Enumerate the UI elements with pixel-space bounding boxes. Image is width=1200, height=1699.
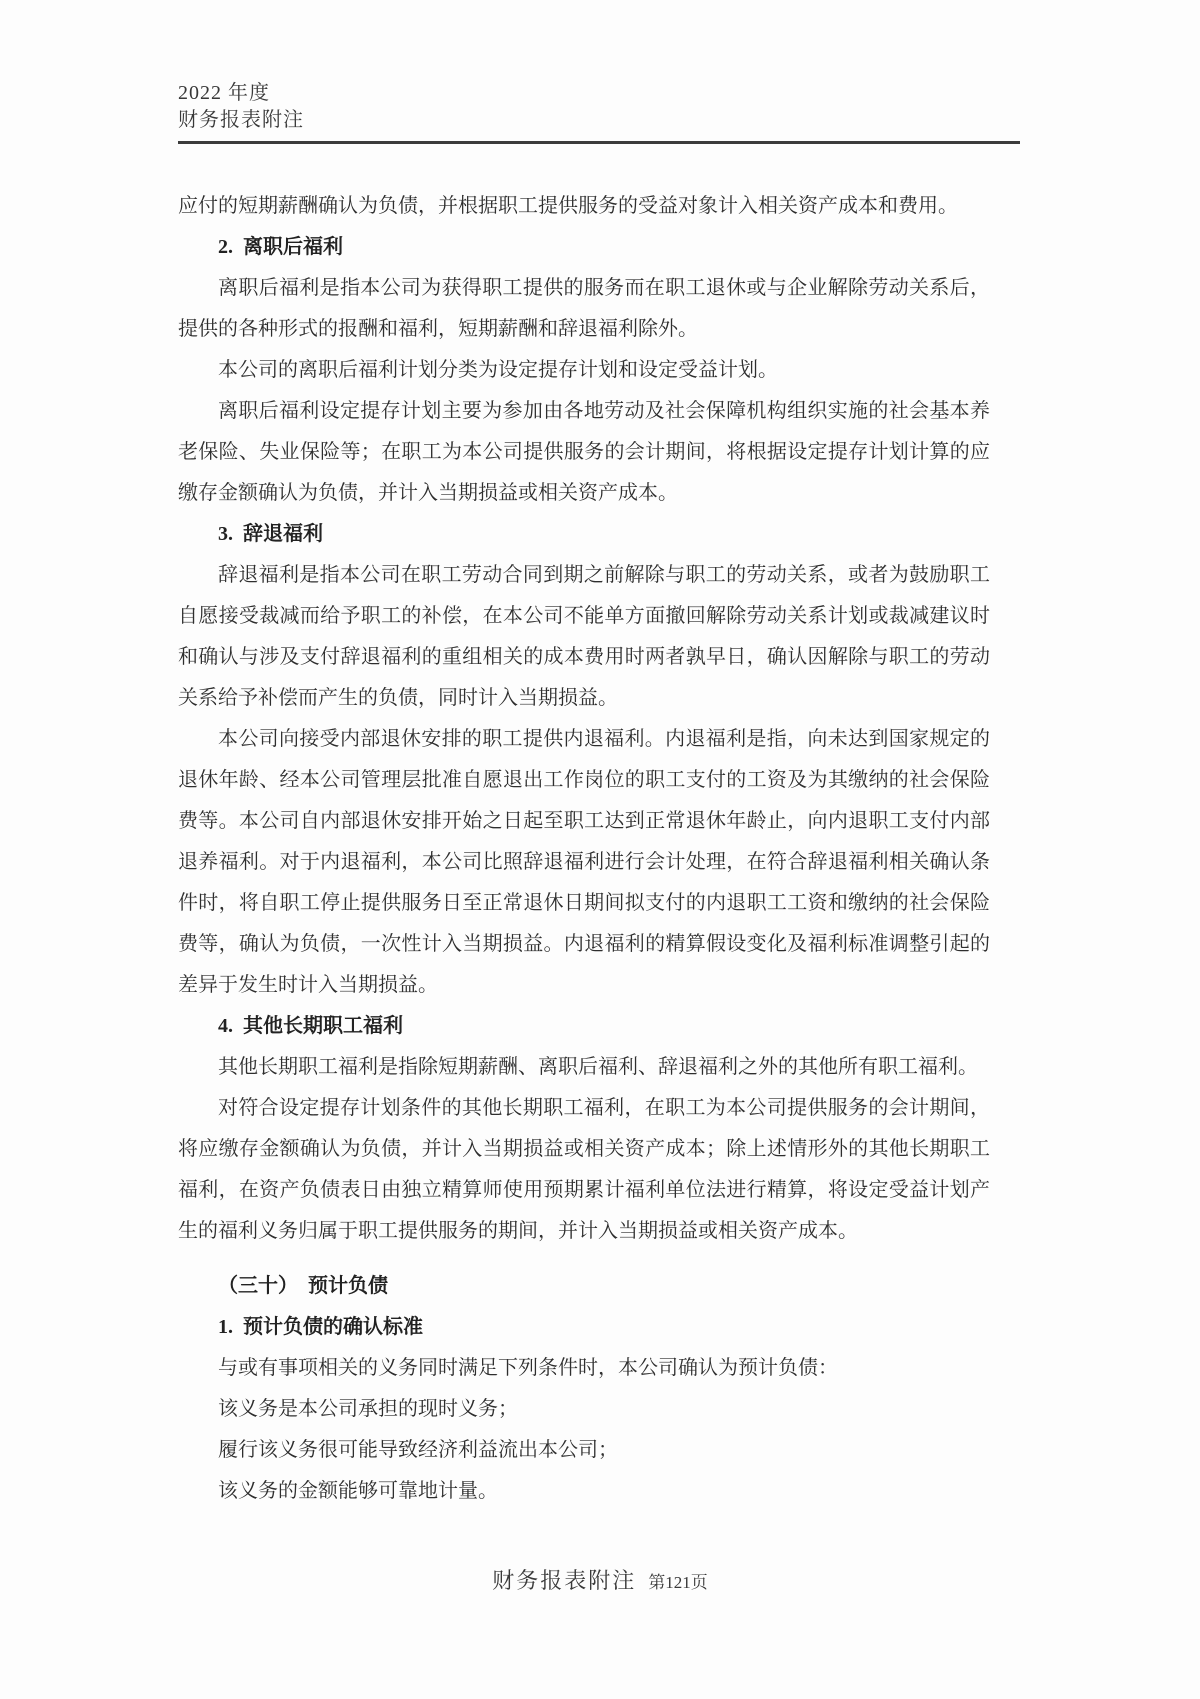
paragraph-defined-contribution-plan: 离职后福利设定提存计划主要为参加由各地劳动及社会保障机构组织实施的社会基本养老保险、失业保险等；在职工为本公司提供服务的会计期间，将根据设定提存计划计算的应缴存金额确认为负债，并计入当期损益或相关资产成本。 [178, 400, 990, 504]
paragraph-early-retirement-benefits: 本公司向接受内部退休安排的职工提供内退福利。内退福利是指，向未达到国家规定的退休年龄、经本公司管理层批准自愿退出工作岗位的职工支付的工资及为其缴纳的社会保险费等。本公司自内部退休安排开始之日起至职工达到正常退休年龄止，向内退职工支付内部退养福利。对于内退福利，本公司比照辞退福利进行会计处理，在符合辞退福利相关确认条件时，将自职工停止提供服务日至正常退休日期间拟支付的内退职工工资和缴纳的社会保险费等，确认为负债，一次性计入当期损益。内退福利的精算假设变化及福利标准调整引起的差异于发生时计入当期损益。 [178, 728, 990, 996]
document-body [178, 186, 990, 1512]
paragraph-termination-benefits-definition: 辞退福利是指本公司在职工劳动合同到期之前解除与职工的劳动关系，或者为鼓励职工自愿接受裁减而给予职工的补偿，在本公司不能单方面撤回解除劳动关系计划或裁减建议时和确认与涉及支付辞退福利的重组相关的成本费用时两者孰早日，确认因解除与职工的劳动关系给予补偿而产生的负债，同时计入当期损益。 [178, 564, 990, 709]
paragraph-other-long-term-accounting: 对符合设定提存计划条件的其他长期职工福利，在职工为本公司提供服务的会计期间，将应缴存金额确认为负债，并计入当期损益或相关资产成本；除上述情形外的其他长期职工福利，在资产负债表日由独立精算师使用预期累计福利单位法进行精算，将设定受益计划产生的福利义务归属于职工提供服务的期间，并计入当期损益或相关资产成本。 [178, 1097, 990, 1242]
paragraph-plan-classification: 本公司的离职后福利计划分类为设定提存计划和设定受益计划。 [218, 359, 778, 381]
paragraph-short-term-pay-continuation: 应付的短期薪酬确认为负债，并根据职工提供服务的受益对象计入相关资产成本和费用。 [178, 195, 958, 217]
paragraph-condition-reliable-measurement: 该义务的金额能够可靠地计量。 [218, 1480, 498, 1502]
header-doc-title: 财务报表附注 [178, 109, 304, 131]
paragraph-provision-conditions-intro: 与或有事项相关的义务同时满足下列条件时，本公司确认为预计负债： [218, 1357, 838, 1379]
paragraph-other-long-term-definition: 其他长期职工福利是指除短期薪酬、离职后福利、辞退福利之外的其他所有职工福利。 [218, 1056, 978, 1078]
footer-title: 财务报表附注 [492, 1568, 637, 1593]
footer-page-number: 第121页 [648, 1573, 708, 1592]
page-footer [0, 1566, 1200, 1599]
header-year: 2022 年度 [178, 82, 270, 104]
heading-provision-recognition-criteria: 1. 预计负债的确认标准 [218, 1316, 423, 1338]
paragraph-condition-economic-outflow: 履行该义务很可能导致经济利益流出本公司； [218, 1439, 618, 1461]
paragraph-post-employment-definition: 离职后福利是指本公司为获得职工提供的服务而在职工退休或与企业解除劳动关系后，提供的各种形式的报酬和福利，短期薪酬和辞退福利除外。 [178, 277, 990, 340]
header-rule [178, 141, 1020, 144]
page-header [178, 80, 1020, 144]
heading-termination-benefits: 3. 辞退福利 [218, 523, 323, 545]
paragraph-condition-present-obligation: 该义务是本公司承担的现时义务； [218, 1398, 518, 1420]
heading-section-provisions: （三十） 预计负债 [218, 1275, 388, 1297]
heading-post-employment-benefits: 2. 离职后福利 [218, 236, 343, 258]
heading-other-long-term-benefits: 4. 其他长期职工福利 [218, 1015, 403, 1037]
